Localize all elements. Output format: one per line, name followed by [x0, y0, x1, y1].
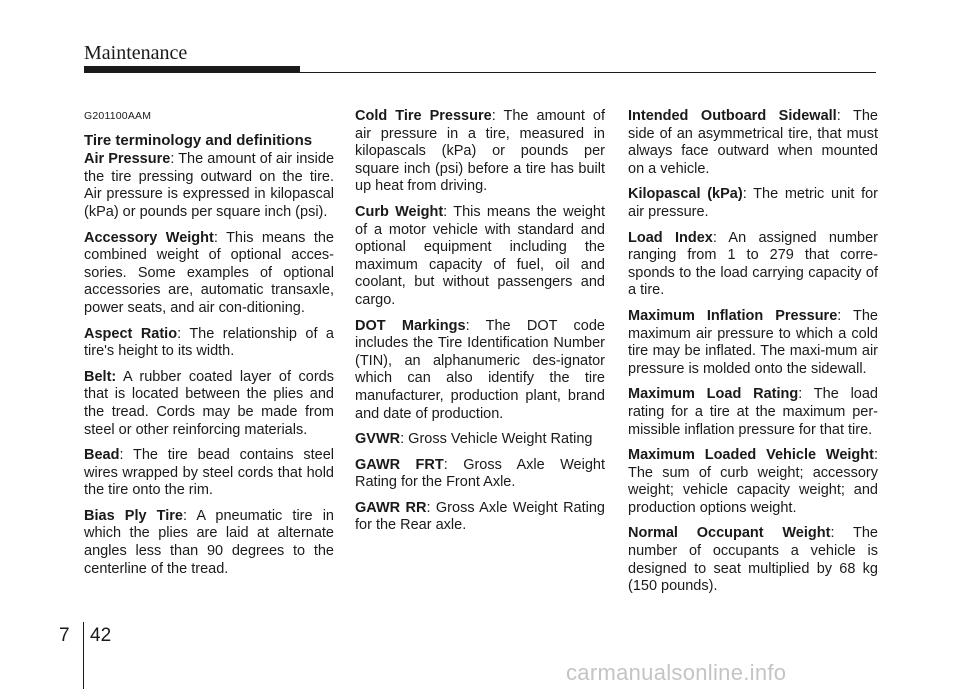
definition-entry [628, 230, 878, 300]
definition-entry [628, 525, 878, 595]
definition-term: Load Index [628, 229, 713, 246]
definition-separator [116, 369, 123, 385]
definition-term: Normal Occupant Weight [628, 525, 831, 542]
definition-text: The amount of air inside the tire pressing outward on the tire. Air pressure is expressed in kilopascal (kPa) or pounds per square inch (psi). [84, 151, 335, 220]
definition-text: The number of occupants a vehicle is designed to seat multiplied by 68 kg (150 pounds). [628, 525, 878, 595]
definition-separator: : [798, 386, 814, 403]
definition-list [355, 108, 605, 535]
definition-separator: : [426, 499, 436, 516]
definition-term: Maximum Loaded Vehicle Weight [628, 447, 874, 464]
definition-term: Belt: [84, 368, 117, 385]
definition-separator: : [170, 151, 179, 168]
definition-separator: : [712, 229, 729, 246]
definition-entry [84, 326, 334, 361]
definition-separator: : [177, 325, 190, 342]
definition-separator: : [465, 317, 486, 334]
definition-entry [355, 500, 605, 535]
section-title: Tire terminology and definitions [84, 131, 313, 149]
definition-term: Curb Weight [355, 203, 444, 220]
definition-entry [355, 457, 605, 492]
definition-text: Gross Axle Weight Rating for the Front Axle. [355, 456, 606, 491]
definition-separator: : [213, 229, 227, 246]
definition-text: The DOT code includes the Tire Identification Number (TIN), an alphanumeric des-ignator which can also identify the tire manufacturer, production plant, brand and date of production. [355, 317, 605, 422]
definition-term: Cold Tire Pressure [355, 108, 492, 124]
header-rule-thick [84, 66, 300, 73]
definition-entry [84, 447, 334, 500]
definition-separator: : [837, 307, 853, 324]
definition-text: The side of an asymmetrical tire, that must always face outward when mounted on a vehicle. [628, 108, 878, 177]
definition-entry [355, 108, 605, 196]
definition-entry [628, 186, 878, 221]
header-rule-thin [300, 72, 876, 73]
definition-term: Bias Ply Tire [84, 507, 183, 524]
definition-text: A rubber coated layer of cords that is located between the plies and the tread. Cords may be made from steel or other reinforcing materials. [84, 368, 334, 438]
definition-text: Gross Vehicle Weight Rating [408, 431, 593, 448]
definition-term: GVWR [355, 431, 401, 448]
definition-entry [355, 204, 605, 310]
page-header-title: Maintenance [84, 42, 188, 64]
footer-separator [83, 622, 84, 689]
definition-text: This means the weight of a motor vehicle with standard and optional equipment including the maximum capacity of fuel, oil and coolant, but without passengers and cargo. [355, 203, 606, 308]
definition-text: The amount of air pressure in a tire, measured in kilopascals (kPa) or pounds per square inch (psi) before a tire has built up heat from driving. [355, 108, 606, 195]
definition-term: Accessory Weight [84, 229, 214, 246]
definition-list [84, 151, 334, 578]
definition-separator: : [443, 456, 464, 473]
definition-text: The sum of curb weight; accessory weight; vehicle capacity weight; and production options weight. [628, 464, 878, 516]
definition-entry [628, 308, 878, 378]
definition-entry [355, 318, 605, 424]
column-1 [84, 108, 334, 586]
definition-separator: : [873, 447, 878, 464]
definition-separator: : [400, 431, 409, 448]
definition-term: DOT Markings [355, 317, 466, 334]
definition-text: The maximum air pressure to which a cold tire may be inflated. The maxi-mum air pressure is molded onto the sidewall. [628, 307, 878, 377]
definition-text: An assigned number ranging from 1 to 279 that corre-sponds to the load carrying capacity of a tire. [628, 229, 878, 299]
definition-term: Maximum Load Rating [628, 386, 799, 403]
definition-separator: : [183, 507, 197, 524]
definition-text: A pneumatic tire in which the plies are laid at alternate angles less than 90 degrees to the centerline of the tread. [84, 507, 334, 577]
definition-text: This means the combined weight of optional acces-sories. Some examples of optional accessories are, automatic transaxle, power seats, and air con-ditioning. [84, 229, 334, 316]
watermark: carmanualsonline.info [566, 660, 787, 685]
definition-text: The tire bead contains steel wires wrapped by steel cords that hold the tire onto the rim. [84, 447, 334, 499]
definition-separator: : [119, 447, 133, 464]
definition-term: Air Pressure [84, 151, 171, 168]
definition-term: Aspect Ratio [84, 325, 178, 342]
definition-separator: : [836, 108, 853, 124]
definition-separator: : [742, 186, 754, 203]
definition-entry [84, 508, 334, 578]
definition-text: The relationship of a tire's height to its width. [84, 325, 335, 360]
definition-entry [355, 431, 605, 449]
definition-text: Gross Axle Weight Rating for the Rear axle. [355, 499, 605, 534]
definition-entry [84, 369, 334, 439]
section-code: G201100AAM [84, 110, 152, 122]
definition-term: GAWR FRT [355, 456, 444, 473]
definition-term: Maximum Inflation Pressure [628, 307, 838, 324]
definition-separator: : [491, 108, 504, 124]
column-3 [628, 108, 878, 604]
definition-entry [628, 108, 878, 178]
definition-list [628, 108, 878, 596]
definition-term: Kilopascal (kPa) [628, 186, 743, 203]
chapter-number: 7 [59, 625, 70, 646]
definition-entry [84, 151, 334, 221]
definition-separator: : [443, 203, 454, 220]
definition-separator: : [830, 525, 853, 542]
definition-entry [84, 230, 334, 318]
column-2 [355, 108, 605, 543]
definition-entry [628, 386, 878, 439]
definition-text: The load rating for a tire at the maximum per-missible inflation pressure for that tire. [628, 386, 878, 438]
page-number: 42 [90, 625, 112, 646]
definition-term: Intended Outboard Sidewall [628, 108, 837, 124]
definition-entry [628, 447, 878, 517]
definition-term: GAWR RR [355, 499, 427, 516]
definition-text: The metric unit for air pressure. [628, 186, 879, 220]
definition-term: Bead [84, 447, 120, 464]
